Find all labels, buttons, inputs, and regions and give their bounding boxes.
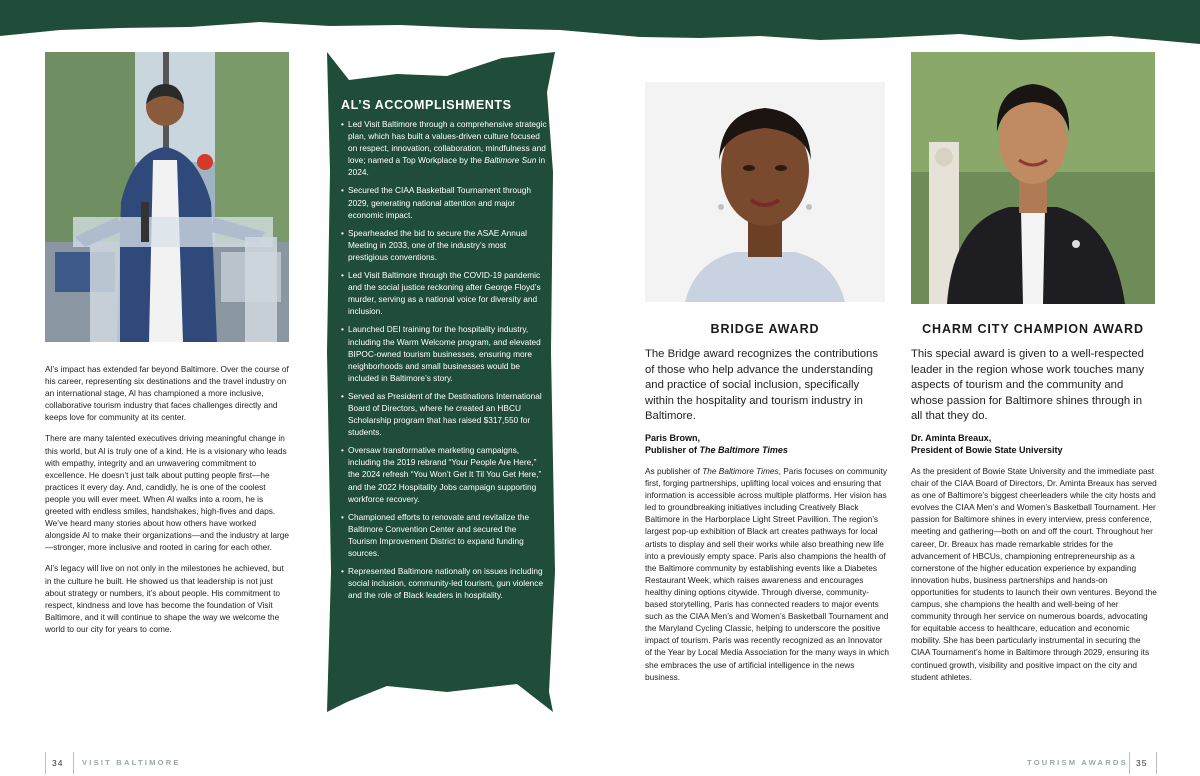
aminta-name-line: Dr. Aminta Breaux, bbox=[911, 433, 992, 443]
accomplishments-title: AL’S ACCOMPLISHMENTS bbox=[341, 98, 512, 112]
footer-divider bbox=[73, 752, 74, 774]
paris-brown-bio: As publisher of The Baltimore Times, Paris focuses on community first, forging partnerships, uplifting local voices and ensuring that information is accessible across multiple platforms. Her vision has led to groundbreaking initiatives including Creatively Black Baltimore in the Harborplace Light Street Pavillion. The region’s largest pop-up exhibition of Black art creates pathways for local artists to display and sell their works while also breathing new life into a previously empty space. Paris also champions the health of the Baltimore community by establishing events like a Diabetes Restaurant Week, which raises awareness and encourages healthy dining options citywide. Through diverse, community-based storytelling, Paris has connected readers to major events such as the CIAA Men’s and Women’s Basketball Tournament and the Maryland Cycling Classic, helping to underscore the positive impact of tourism. Paris was recently recognized as an Innovator of the Year by Local Media Association for the many ways in which she embraces the use of artificial intelligence in the news business. bbox=[645, 466, 889, 682]
accomplishment-item: • Served as President of the Destinations International Board of Directors, where he created an HBCU Scholarship program that has raised $317,550 for students. bbox=[341, 390, 547, 438]
charm-city-award-title: CHARM CITY CHAMPION AWARD bbox=[922, 322, 1144, 336]
accomplishment-item: • Secured the CIAA Basketball Tournament through 2029, generating national attention and major economic impact. bbox=[341, 184, 547, 220]
left-footer-label: VISIT BALTIMORE bbox=[82, 758, 181, 767]
accomplishment-item: • Represented Baltimore nationally on issues including social inclusion, community-led tourism, gun violence and the role of Black leaders in hospitality. bbox=[341, 565, 547, 601]
paris-name-line: Paris Brown, bbox=[645, 433, 701, 443]
accomplishment-item: • Championed efforts to renovate and revitalize the Baltimore Convention Center and secured the Tourism Improvement District to expand funding sources. bbox=[341, 511, 547, 559]
accomplishment-item: • Oversaw transformative marketing campaigns, including the 2019 rebrand “Your People Are Here,” the 2024 refresh “You Won’t Get It Til You Get Here,” and the 2022 Hospitality Jobs campaign supporting workforce recovery. bbox=[341, 444, 547, 504]
right-page-number: 35 bbox=[1136, 758, 1148, 768]
al-story-paragraph: Al’s impact has extended far beyond Baltimore. Over the course of his career, representing six destinations and the travel industry on an international stage, Al has championed a more inclusive, collaborative tourism industry that faces challenges directly and keeps love for community at its center. bbox=[45, 364, 289, 423]
al-story-paragraph: There are many talented executives driving meaningful change in this world, but Al is truly one of a kind. He is a visionary who leads with empathy, integrity and an unwavering commitment to excellence. He doesn’t just talk about putting people first—he practices it every day. And, candidly, he is one of the coolest people you will ever meet. When Al walks into a room, he is greeted with endless smiles, handshakes, high-fives and daps. We’ve heard many stories about how others have worked alongside Al to make their organizations—and the industry at large—stronger, more inclusive and rooted in caring for each other. bbox=[45, 433, 289, 553]
aminta-role-line: President of Bowie State University bbox=[911, 444, 1063, 455]
aminta-breaux-portrait bbox=[911, 52, 1155, 304]
footer-divider bbox=[1156, 752, 1157, 774]
footer-divider bbox=[1129, 752, 1130, 774]
bridge-award-title: BRIDGE AWARD bbox=[710, 322, 820, 336]
charm-city-award-description: This special award is given to a well-respected leader in the region whose work touches many aspects of tourism and the community and whose passion for Baltimore shines through in all that they do. bbox=[911, 348, 1144, 423]
paris-role-line: Publisher of The Baltimore Times bbox=[645, 444, 788, 455]
top-torn-banner bbox=[0, 0, 1200, 46]
accomplishments-panel bbox=[327, 52, 555, 712]
left-page-number: 34 bbox=[52, 758, 64, 768]
accomplishment-item: • Led Visit Baltimore through a comprehensive strategic plan, which has built a values-driven culture focused on respect, innovation, collaboration, mindfulness and love; named a Top Workplace by the Baltimore Sun in 2024. bbox=[341, 118, 547, 178]
accomplishment-item: • Led Visit Baltimore through the COVID-19 pandemic and the social justice reckoning after George Floyd’s murder, serving as a national voice for diversity and inclusion. bbox=[341, 269, 547, 317]
accomplishment-item: • Launched DEI training for the hospitality industry, including the Warm Welcome program, and elevated BIPOC-owned tourism businesses, ensuring more neighborhoods and small businesses would be included in Baltimore’s story. bbox=[341, 323, 547, 383]
al-story-paragraph: Al’s legacy will live on not only in the milestones he achieved, but in the culture he built. He showed us that leadership is not just about strategy or numbers, it’s about people. His commitment to respect, kindness and love has become the foundation of Visit Baltimore, and it will continue to shape the way we welcome the world to our city for years to come. bbox=[45, 563, 284, 634]
footer-divider bbox=[45, 752, 46, 774]
paris-brown-name bbox=[645, 433, 889, 456]
bridge-award-description: The Bridge award recognizes the contributions of those who help advance the understanding and practice of social inclusion, specifically within the hospitality and tourism industry in Baltimore. bbox=[645, 348, 878, 423]
aminta-breaux-name bbox=[911, 433, 1155, 456]
accomplishments-list bbox=[341, 118, 547, 601]
right-footer-label: TOURISM AWARDS bbox=[1027, 758, 1128, 767]
al-story-text bbox=[45, 363, 291, 644]
accomplishment-item: • Spearheaded the bid to secure the ASAE Annual Meeting in 2033, one of the industry’s most prestigious conventions. bbox=[341, 227, 547, 263]
al-podium-photo bbox=[45, 52, 289, 342]
paris-brown-portrait bbox=[645, 82, 885, 302]
aminta-breaux-bio: As the president of Bowie State University and the immediate past chair of the CIAA Board of Directors, Dr. Aminta Breaux has served as one of Baltimore’s biggest cheerleaders while the city hosts and evolves the CIAA Men’s and Women’s Basketball Tournament. Her passion for Baltimore shines in every interview, press conference, meeting and gathering—both on and off the court. Throughout her career, Dr. Breaux has made remarkable strides for the advancement of HBCUs, championing entrepreneurship as a cornerstone of the higher education experience by expanding innovation hubs, business partnerships and hands-on opportunities for students to launch their own ventures. Beyond the campus, she champions the health and well-being of her community through her service on numerous boards, advocating for equitable access to healthcare, education and economic mobility. She has been particularly instrumental in securing the CIAA Tournament’s home in Baltimore through 2029, ensuring its continued growth, visibility and positive impact on the city and student athletes. bbox=[911, 466, 1157, 682]
